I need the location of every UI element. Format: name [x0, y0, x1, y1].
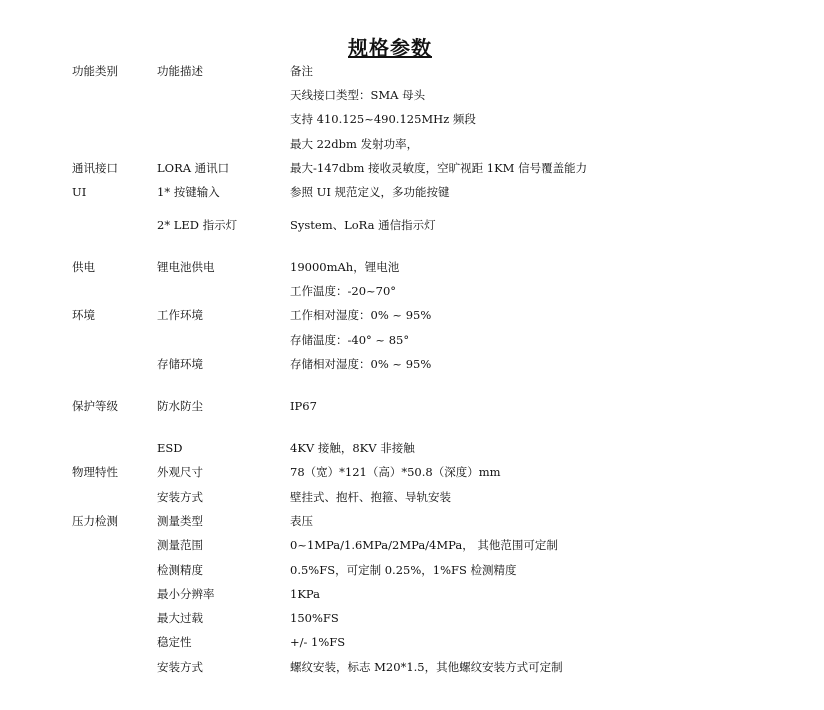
table-cell-remark: System、LoRa 通信指示灯 — [290, 218, 436, 232]
table-cell-function-description: 安装方式 — [157, 490, 203, 504]
table-cell-function-description: 2* LED 指示灯 — [157, 218, 238, 232]
table-cell-function-description: 检测精度 — [157, 563, 203, 577]
table-cell-function-category: 通讯接口 — [72, 161, 118, 175]
table-cell-remark: 最大-147dbm 接收灵敏度，空旷视距 1KM 信号覆盖能力 — [290, 161, 588, 175]
table-cell-remark: 壁挂式、抱杆、抱箍、导轨安装 — [290, 490, 451, 504]
table-cell-function-description: 稳定性 — [157, 635, 192, 649]
table-cell-function-description: ESD — [157, 441, 183, 455]
table-cell-function-description: LORA 通讯口 — [157, 161, 230, 175]
table-cell-remark: +/- 1%FS — [290, 635, 346, 649]
table-cell-remark: 螺纹安装，标志 M20*1.5，其他螺纹安装方式可定制 — [290, 660, 563, 674]
table-cell-function-description: 功能描述 — [157, 64, 203, 78]
table-cell-function-description: 存储环境 — [157, 357, 203, 371]
table-cell-remark: 表压 — [290, 514, 313, 528]
table-cell-remark: 存储温度：-40° ~ 85° — [290, 333, 410, 347]
table-cell-function-description: 测量范围 — [157, 538, 203, 552]
table-cell-function-category: UI — [72, 185, 87, 199]
table-cell-remark: 19000mAh，锂电池 — [290, 260, 400, 274]
table-cell-function-description: 工作环境 — [157, 308, 203, 322]
table-cell-function-description: 最小分辨率 — [157, 587, 215, 601]
table-cell-function-category: 供电 — [72, 260, 95, 274]
table-cell-remark: 备注 — [290, 64, 313, 78]
table-cell-function-description: 安装方式 — [157, 660, 203, 674]
table-cell-function-description: 防水防尘 — [157, 399, 203, 413]
table-cell-function-category: 压力检测 — [72, 514, 118, 528]
table-cell-remark: 工作温度：-20~70° — [290, 284, 397, 298]
table-cell-function-description: 最大过载 — [157, 611, 203, 625]
table-cell-remark: IP67 — [290, 399, 317, 413]
table-cell-remark: 工作相对湿度：0% ~ 95% — [290, 308, 432, 322]
table-cell-function-description: 外观尺寸 — [157, 465, 203, 479]
table-cell-remark: 0.5%FS，可定制 0.25%，1%FS 检测精度 — [290, 563, 517, 577]
table-cell-function-category: 物理特性 — [72, 465, 118, 479]
table-cell-function-description: 测量类型 — [157, 514, 203, 528]
table-cell-function-category: 保护等级 — [72, 399, 118, 413]
table-cell-remark: 存储相对湿度：0% ~ 95% — [290, 357, 432, 371]
table-cell-remark: 0~1MPa/1.6MPa/2MPa/4MPa， 其他范围可定制 — [290, 538, 558, 552]
table-cell-remark: 150%FS — [290, 611, 339, 625]
table-cell-remark: 78（宽）*121（高）*50.8（深度）mm — [290, 465, 501, 479]
table-cell-remark: 支持 410.125~490.125MHz 频段 — [290, 112, 476, 126]
table-cell-function-category: 功能类别 — [72, 64, 118, 78]
table-cell-remark: 参照 UI 规范定义，多功能按键 — [290, 185, 450, 199]
table-cell-remark: 最大 22dbm 发射功率， — [290, 137, 419, 151]
table-cell-remark: 1KPa — [290, 587, 320, 601]
table-cell-function-description: 锂电池供电 — [157, 260, 215, 274]
table-cell-remark: 4KV 接触，8KV 非接触 — [290, 441, 415, 455]
table-cell-function-category: 环境 — [72, 308, 95, 322]
page-title: 规格参数 — [348, 36, 432, 60]
table-cell-remark: 天线接口类型：SMA 母头 — [290, 88, 426, 102]
table-cell-function-description: 1* 按键输入 — [157, 185, 220, 199]
